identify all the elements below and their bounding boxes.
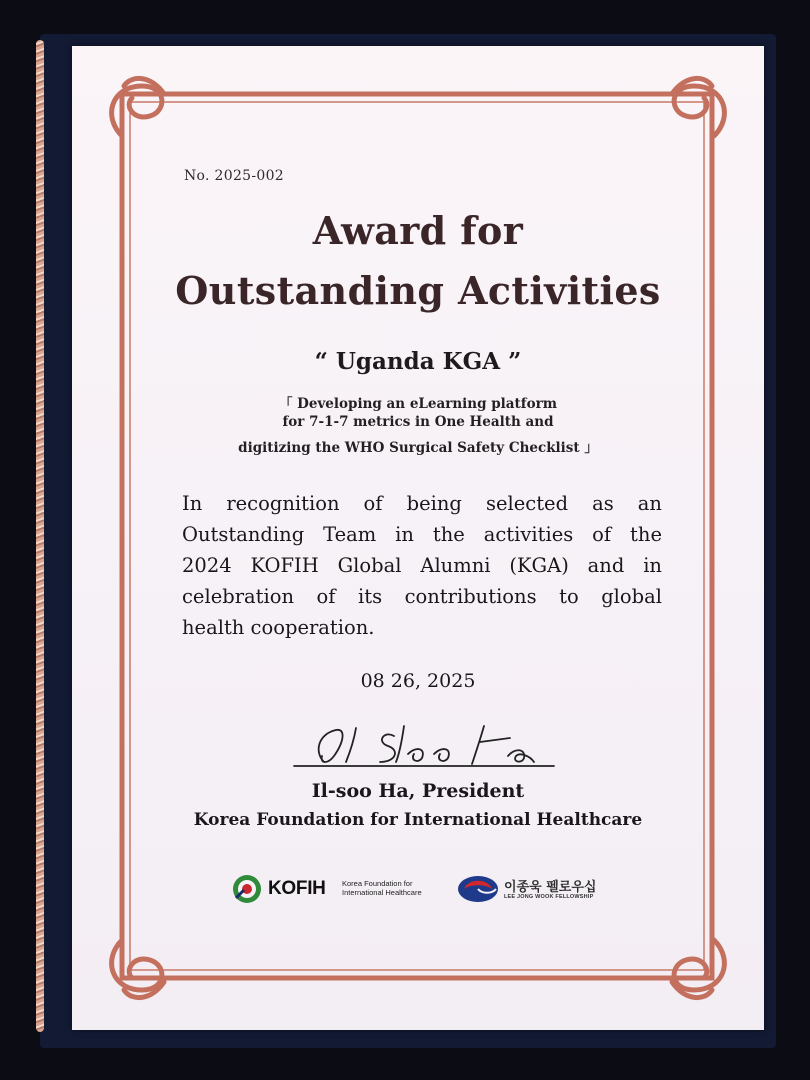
body-text-line: In recognition of being selected as an: [182, 492, 662, 515]
signer-name: Il-soo Ha, President: [311, 780, 525, 802]
certificate-number: No. 2025-002: [184, 168, 285, 184]
body-text-line: celebration of its contributions to global: [182, 585, 662, 608]
kofih-emblem-icon: [230, 872, 264, 906]
team-name: “ Uganda KGA ”: [314, 348, 522, 375]
lee-jong-wook-fellowship-logo: [456, 872, 616, 908]
kofih-wordmark: KOFIH: [268, 878, 326, 899]
body-text-line: health cooperation.: [182, 616, 375, 639]
award-title-line2: Outstanding Activities: [175, 268, 661, 313]
fellowship-emblem-icon: [456, 874, 500, 904]
kofih-subtitle: Korea Foundation for International Healthcare: [342, 879, 422, 897]
body-text-line: Outstanding Team in the activities of the: [182, 523, 662, 546]
award-date: 08 26, 2025: [360, 670, 476, 692]
fellowship-english-name: LEE JONG WOOK FELLOWSHIP: [504, 894, 594, 900]
certificate-paper: [72, 46, 764, 1030]
binding-cord: [36, 40, 44, 1032]
award-title-line1: Award for: [312, 208, 524, 253]
kofih-logo: [230, 872, 430, 908]
project-line1: 「 Developing an eLearning platform: [278, 396, 558, 412]
handwritten-signature: [284, 712, 564, 772]
project-line2: for 7-1-7 metrics in One Health and: [282, 414, 554, 430]
body-text-line: 2024 KOFIH Global Alumni (KGA) and in: [182, 554, 662, 577]
project-line3: digitizing the WHO Surgical Safety Checklist 」: [238, 440, 598, 456]
fellowship-korean-name: 이종욱 펠로우십: [504, 880, 597, 895]
organization-name: Korea Foundation for International Healthcare: [193, 810, 643, 830]
